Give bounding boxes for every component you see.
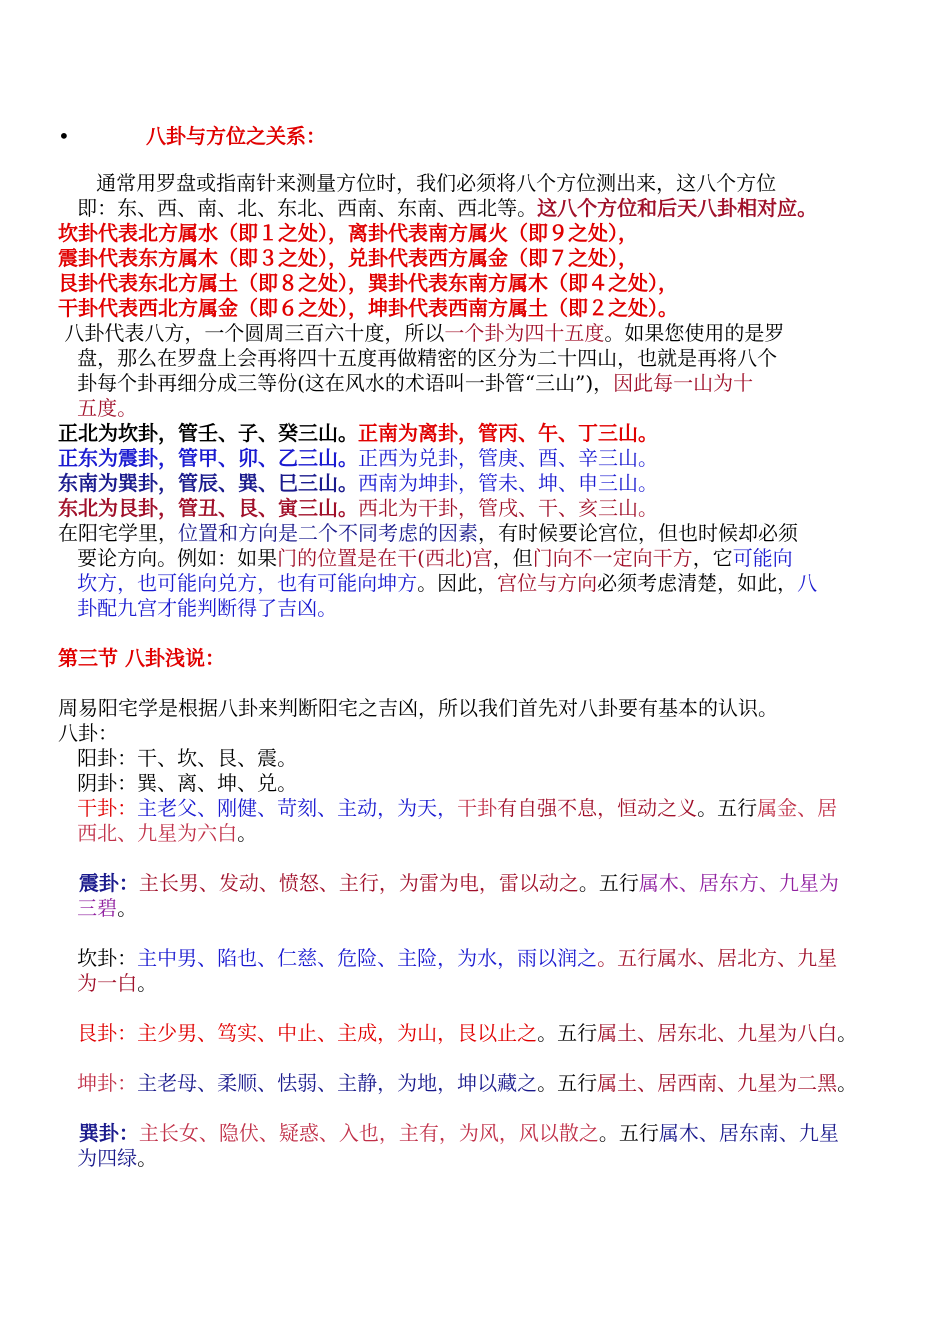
text-line xyxy=(58,821,878,846)
text-run: 宫位与方向 xyxy=(497,571,598,595)
text-line xyxy=(58,171,878,196)
text-run: 阴卦：巽、离、坤、兑。 xyxy=(58,771,298,795)
text-run: 震卦： xyxy=(58,871,139,895)
section-3-title: 第三节 八卦浅说： xyxy=(58,646,225,670)
text-run: 干卦代表西北方属金（即６之处），坤卦代表西南方属土（即２之处）。 xyxy=(58,296,678,320)
text-run: 属木、居东方、九星为 xyxy=(638,871,839,895)
text-run: 阳卦：干、坎、艮、震。 xyxy=(58,746,298,770)
text-run: 三碧 xyxy=(58,896,118,920)
text-run: 。 xyxy=(117,896,138,920)
text-run: 有自强不息，恒动之义 xyxy=(497,796,698,820)
text-run: 盘，那么在罗盘上会再将四十五度再做精密的区分为二十四山，也就是再将八个 xyxy=(58,346,778,370)
text-line xyxy=(58,896,878,921)
text-run: 。 xyxy=(837,1071,858,1095)
text-run: 正北为坎卦，管壬、子、癸三山。 xyxy=(58,421,358,445)
text-run: ，但 xyxy=(492,546,533,570)
text-line xyxy=(58,596,878,621)
text-run: 卦配九宫才能判断得了吉凶。 xyxy=(58,596,338,620)
paragraph-yangzhai xyxy=(58,521,878,621)
text-run: 一个卦为四十五度 xyxy=(444,321,605,345)
text-run: 为一白 xyxy=(58,971,138,995)
text-run: 西南为坤卦，管未、坤、申三山。 xyxy=(358,471,658,495)
text-run: 主老母、柔顺、怯弱、主静，为地，坤以藏之 xyxy=(137,1071,538,1095)
item-kan xyxy=(58,946,878,996)
item-zhen xyxy=(58,871,878,921)
text-run: 干卦： xyxy=(58,796,138,820)
text-run: 。五行 xyxy=(598,1121,659,1145)
text-run: 正西为兑卦，管庚、酉、辛三山。 xyxy=(358,446,658,470)
text-run: 卦每个卦再细分成三等份(这在风水的术语叫一卦管“三山”)， xyxy=(58,371,614,395)
text-run: 东南为巽卦，管辰、巽、巳三山。 xyxy=(58,471,358,495)
text-run: 东北为艮卦，管丑、艮、寅三山。 xyxy=(58,496,358,520)
item-gen xyxy=(58,1021,878,1046)
text-line xyxy=(58,496,878,521)
text-run: 。五行属水、居北方、九星 xyxy=(597,946,838,970)
paragraph-mountains xyxy=(58,421,878,521)
text-line xyxy=(58,946,878,971)
text-line xyxy=(58,871,878,896)
text-run: 巽卦： xyxy=(58,1121,139,1145)
text-line xyxy=(58,421,878,446)
text-run: 八 xyxy=(797,571,818,595)
text-run: 。五行 xyxy=(578,871,639,895)
section-3-label: 八卦： xyxy=(58,721,118,745)
text-run: 西北、九星为六白 xyxy=(58,821,238,845)
text-line xyxy=(58,1121,878,1146)
text-line xyxy=(58,296,878,321)
text-run: 干卦 xyxy=(457,796,498,820)
section-3-intro: 周易阳宅学是根据八卦来判断阳宅之吉凶，所以我们首先对八卦要有基本的认识。 xyxy=(58,696,778,720)
text-run: 正东为震卦，管甲、卯、乙三山。 xyxy=(58,446,358,470)
text-line xyxy=(58,396,878,421)
text-line xyxy=(58,346,878,371)
text-run: 坎卦： xyxy=(58,946,138,970)
text-line xyxy=(58,1021,878,1046)
text-run: 主老父、刚健、苛刻、主动，为天， xyxy=(137,796,458,820)
text-line xyxy=(58,1071,878,1096)
text-line xyxy=(58,771,878,796)
text-run: 必须考虑清楚，如此， xyxy=(597,571,798,595)
text-line xyxy=(58,1146,878,1171)
text-run: 因此每一山为十 xyxy=(613,371,754,395)
text-run: 五度。 xyxy=(58,396,138,420)
text-run: 震卦代表东方属木（即３之处），兑卦代表西方属金（即７之处）， xyxy=(58,246,638,270)
text-run: 通常用罗盘或指南针来测量方位时，我们必须将八个方位测出来，这八个方位 xyxy=(58,171,777,195)
text-run: 主中男、陷也、仁慈、危险、主险，为水，雨以润之 xyxy=(137,946,598,970)
text-run: 属土、居东北、九星为八白 xyxy=(597,1021,838,1045)
text-run: 可能向 xyxy=(732,546,793,570)
text-run: 。 xyxy=(137,1146,158,1170)
text-line xyxy=(58,321,878,346)
section-3-intro-block xyxy=(58,696,878,746)
text-line xyxy=(58,971,878,996)
text-line xyxy=(58,271,878,296)
text-run: 。因此， xyxy=(417,571,498,595)
text-run: 八卦代表八方，一个圆周三百六十度，所以 xyxy=(58,321,445,345)
text-run: 。 xyxy=(837,1021,858,1045)
text-run: 门向不一定向干方 xyxy=(532,546,693,570)
section-title: 八卦与方位之关系： xyxy=(146,124,326,148)
text-run: ，它 xyxy=(692,546,733,570)
text-run: 坤卦： xyxy=(58,1071,138,1095)
text-line xyxy=(58,521,878,546)
text-line xyxy=(58,221,878,246)
text-run: 西北为干卦，管戌、干、亥三山。 xyxy=(358,496,658,520)
text-line xyxy=(58,746,878,771)
text-run: 坎方，也可能向兑方，也有可能向坤方 xyxy=(58,571,418,595)
text-run: ，有时候要论宫位，但也时候却必须 xyxy=(478,521,798,545)
text-run: 正南为离卦，管丙、午、丁三山。 xyxy=(358,421,658,445)
text-line xyxy=(58,446,878,471)
text-run: 属金、居 xyxy=(757,796,838,820)
text-run: 艮卦：主少男、笃实、中止、主成，为山，艮以止之 xyxy=(58,1021,538,1045)
text-run: 。 xyxy=(237,821,258,845)
text-line xyxy=(58,371,878,396)
text-run: 这八个方位和后天八卦相对应。 xyxy=(537,196,818,220)
text-line xyxy=(58,571,878,596)
text-line xyxy=(58,196,878,221)
text-run: 即：东、西、南、北、东北、西南、东南、西北等。 xyxy=(58,196,538,220)
text-run: 位置和方向是二个不同考虑的因素 xyxy=(178,521,478,545)
item-yang xyxy=(58,746,878,771)
text-run: 。五行 xyxy=(537,1021,598,1045)
text-line xyxy=(58,796,878,821)
text-run: 主长女、隐伏、疑惑、入也，主有，为风，风以散之 xyxy=(138,1121,599,1145)
text-run: 。如果您使用的是罗 xyxy=(604,321,785,345)
item-yin xyxy=(58,771,878,796)
text-run: 坎卦代表北方属水（即１之处），离卦代表南方属火（即９之处）， xyxy=(58,221,638,245)
text-run: 属木、居东南、九星 xyxy=(658,1121,839,1145)
text-run: 在阳宅学里， xyxy=(58,521,178,545)
text-run: 要论方向。例如：如果 xyxy=(58,546,278,570)
text-run: 门的位置是在干(西北)宫 xyxy=(277,546,493,570)
text-line xyxy=(58,471,878,496)
text-run: 主长男、发动、愤怒、主行，为雷为电，雷以动之 xyxy=(138,871,579,895)
item-kun xyxy=(58,1071,878,1096)
item-qian xyxy=(58,796,878,846)
text-line xyxy=(58,246,878,271)
text-line xyxy=(58,546,878,571)
text-run: 。五行 xyxy=(537,1071,598,1095)
bullet-marker: • xyxy=(58,124,70,148)
text-run: 。五行 xyxy=(697,796,758,820)
paragraph-directions xyxy=(58,171,878,421)
text-run: 属土、居西南、九星为二黑 xyxy=(597,1071,838,1095)
section-3-heading xyxy=(58,646,878,671)
text-run: 。 xyxy=(137,971,158,995)
text-run: 艮卦代表东北方属土（即８之处），巽卦代表东南方属木（即４之处）， xyxy=(58,271,678,295)
item-xun xyxy=(58,1121,878,1171)
text-run: 为四绿 xyxy=(58,1146,138,1170)
